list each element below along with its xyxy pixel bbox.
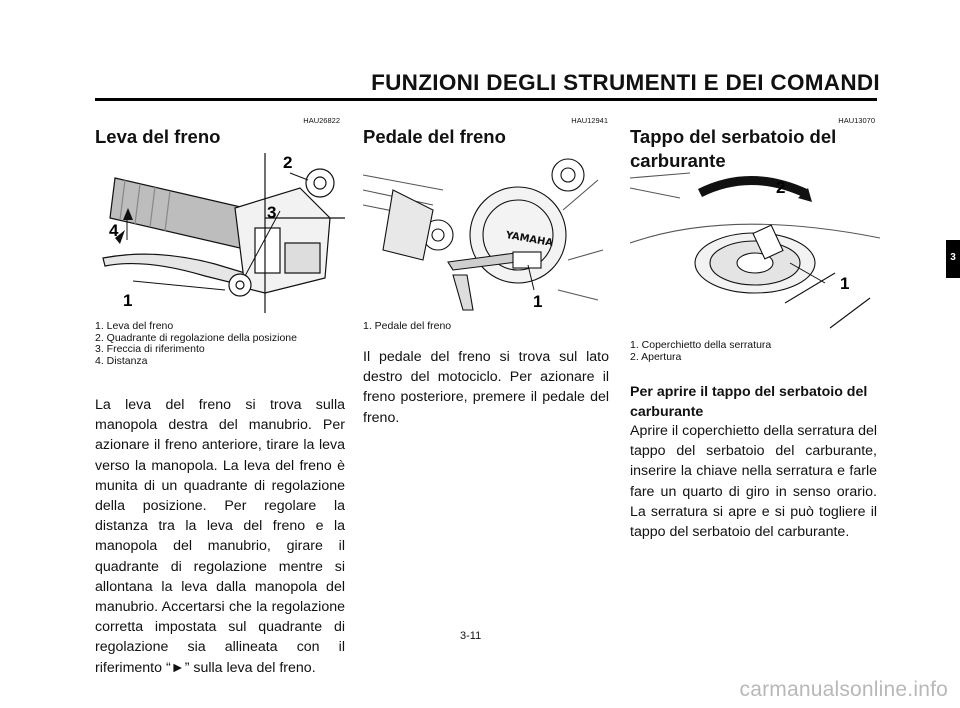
caption-item: 2. Apertura xyxy=(630,350,682,363)
code-hau26822: HAU26822 xyxy=(303,116,340,125)
caption-list xyxy=(630,340,875,363)
callout-1: 1 xyxy=(533,292,543,311)
callout-3: 3 xyxy=(267,203,277,222)
code-hau13070: HAU13070 xyxy=(838,116,875,125)
fuel-cap-figure xyxy=(630,168,880,336)
caption-item: 1. Coperchietto della serratura xyxy=(630,339,772,351)
caption-list xyxy=(95,321,345,367)
callout-4: 4 xyxy=(109,221,119,240)
callout-2: 2 xyxy=(283,153,293,172)
body-text: Aprire il coperchietto della serratura del tappo del serbatoio del carburante, inserire la chiave nella serratura e farle fare un quarto di giro in senso orario. La serratura si apre e si può togliere il tappo del serbatoio del carburante. xyxy=(630,423,877,541)
callout-2: 2 xyxy=(776,178,786,197)
caption-item: 2. Quadrante di regolazione della posizione xyxy=(95,331,297,344)
caption-list xyxy=(363,321,608,333)
callout-1: 1 xyxy=(123,291,133,310)
body-text: Il pedale del freno si trova sul lato destro del motociclo. Per azionare il freno posteriore, premere il pedale del freno. xyxy=(363,349,609,426)
page-number: 3-11 xyxy=(460,630,482,642)
callout-1: 1 xyxy=(840,274,850,293)
yamaha-logo-text: YAMAHA xyxy=(504,229,554,250)
caption-item: 1. Leva del freno xyxy=(95,320,174,332)
title-tappo-serbatoio: Tappo del serbatoio del carburante xyxy=(630,126,837,171)
brake-lever-figure xyxy=(95,148,345,318)
caption-item: 3. Freccia di riferimento xyxy=(95,343,205,356)
header-rule xyxy=(95,98,877,101)
section-tab xyxy=(946,240,960,278)
title-pedale-del-freno: Pedale del freno xyxy=(363,126,506,147)
brake-pedal-figure xyxy=(363,150,608,315)
section-header-title: FUNZIONI DEGLI STRUMENTI E DEI COMANDI xyxy=(371,70,880,95)
body-text: La leva del freno si trova sulla manopola destra del manubrio. Per azionare il freno anteriore, tirare la leva verso la manopola. La leva del freno è munita di un quadrante di regolazione della posizione. Per regolare la distanza tra la leva del freno e la manopola del manubrio, girare il quadrante di regolazione mentre si allontana la leva dalla manopola del manubrio. Accertarsi che la regolazione corretta impostata sul quadrante di regolazione sia allineata con il riferimento “►” sulla leva del freno. xyxy=(95,397,345,676)
caption-item: 4. Distanza xyxy=(95,354,148,367)
section-tab-label: 3 xyxy=(950,252,956,263)
code-hau12941: HAU12941 xyxy=(571,116,608,125)
subheading: Per aprire il tappo del serbatoio del carburante xyxy=(630,384,868,420)
caption-item: 1. Pedale del freno xyxy=(363,320,452,332)
watermark-text: carmanualsonline.info xyxy=(739,678,948,701)
title-leva-del-freno: Leva del freno xyxy=(95,126,221,147)
